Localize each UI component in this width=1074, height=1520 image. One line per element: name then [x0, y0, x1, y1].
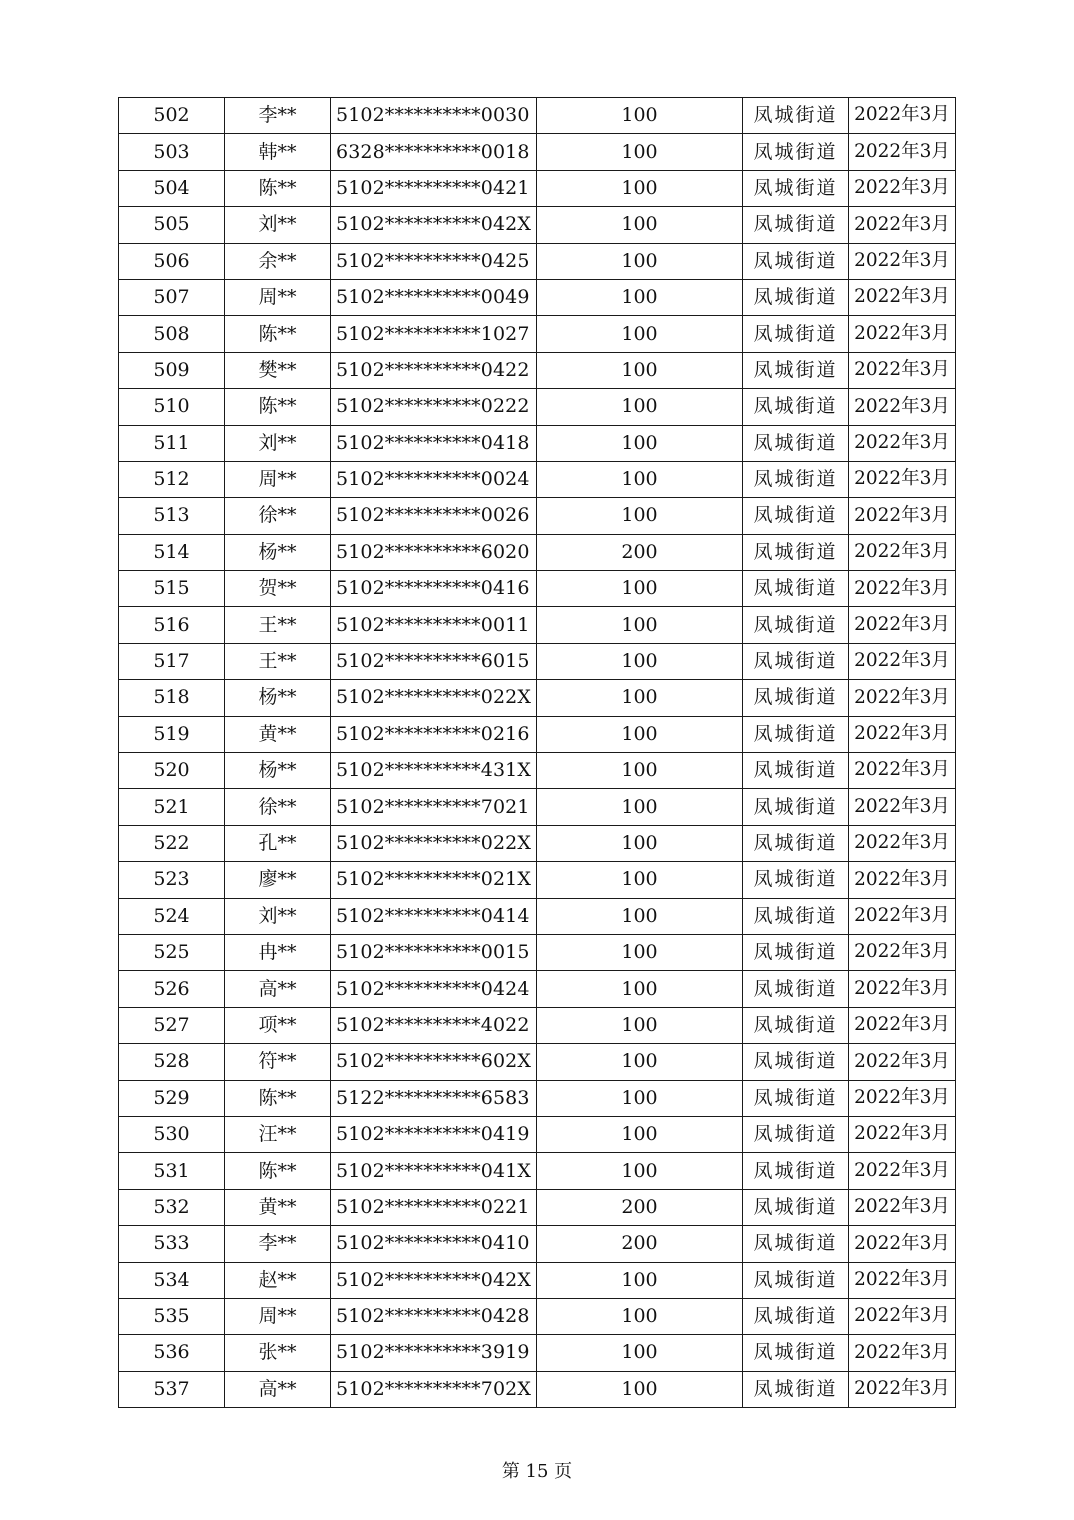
id-number-cell: 5102**********042X: [331, 207, 537, 243]
id-number-cell: 5102**********0410: [331, 1226, 537, 1262]
row-number-cell: 514: [119, 534, 225, 570]
name-cell: 陈**: [225, 316, 331, 352]
row-number-cell: 506: [119, 243, 225, 279]
street-cell: 凤城街道: [743, 1226, 849, 1262]
id-number-cell: 5102**********0425: [331, 243, 537, 279]
table-row: [119, 862, 956, 898]
amount-cell: 100: [537, 571, 743, 607]
row-number-cell: 510: [119, 389, 225, 425]
date-cell: 2022年3月: [849, 789, 956, 825]
row-number-cell: 525: [119, 934, 225, 970]
date-cell: 2022年3月: [849, 753, 956, 789]
table-row: [119, 498, 956, 534]
id-number-cell: 5102**********0024: [331, 461, 537, 497]
amount-cell: 100: [537, 389, 743, 425]
street-cell: 凤城街道: [743, 170, 849, 206]
amount-cell: 100: [537, 1335, 743, 1371]
amount-cell: 100: [537, 1080, 743, 1116]
amount-cell: 100: [537, 1153, 743, 1189]
id-number-cell: 5102**********042X: [331, 1262, 537, 1298]
street-cell: 凤城街道: [743, 971, 849, 1007]
row-number-cell: 533: [119, 1226, 225, 1262]
street-cell: 凤城街道: [743, 1189, 849, 1225]
name-cell: 余**: [225, 243, 331, 279]
table-row: [119, 1371, 956, 1407]
date-cell: 2022年3月: [849, 498, 956, 534]
street-cell: 凤城街道: [743, 1335, 849, 1371]
amount-cell: 200: [537, 534, 743, 570]
table-row: [119, 98, 956, 134]
amount-cell: 100: [537, 1044, 743, 1080]
table-row: [119, 352, 956, 388]
date-cell: 2022年3月: [849, 243, 956, 279]
amount-cell: 100: [537, 207, 743, 243]
id-number-cell: 5102**********021X: [331, 862, 537, 898]
row-number-cell: 513: [119, 498, 225, 534]
date-cell: 2022年3月: [849, 971, 956, 1007]
table-row: [119, 534, 956, 570]
roster-table: [118, 97, 956, 1408]
name-cell: 刘**: [225, 425, 331, 461]
roster-table-body: [119, 98, 956, 1408]
amount-cell: 100: [537, 279, 743, 315]
id-number-cell: 5102**********022X: [331, 680, 537, 716]
row-number-cell: 507: [119, 279, 225, 315]
row-number-cell: 535: [119, 1298, 225, 1334]
row-number-cell: 517: [119, 643, 225, 679]
amount-cell: 100: [537, 643, 743, 679]
date-cell: 2022年3月: [849, 389, 956, 425]
name-cell: 徐**: [225, 789, 331, 825]
row-number-cell: 532: [119, 1189, 225, 1225]
table-row: [119, 134, 956, 170]
street-cell: 凤城街道: [743, 352, 849, 388]
street-cell: 凤城街道: [743, 316, 849, 352]
date-cell: 2022年3月: [849, 425, 956, 461]
street-cell: 凤城街道: [743, 1371, 849, 1407]
table-row: [119, 461, 956, 497]
row-number-cell: 531: [119, 1153, 225, 1189]
row-number-cell: 521: [119, 789, 225, 825]
name-cell: 樊**: [225, 352, 331, 388]
name-cell: 韩**: [225, 134, 331, 170]
id-number-cell: 5102**********602X: [331, 1044, 537, 1080]
id-number-cell: 5102**********4022: [331, 1007, 537, 1043]
name-cell: 刘**: [225, 898, 331, 934]
row-number-cell: 505: [119, 207, 225, 243]
amount-cell: 200: [537, 1189, 743, 1225]
amount-cell: 100: [537, 352, 743, 388]
row-number-cell: 534: [119, 1262, 225, 1298]
amount-cell: 100: [537, 789, 743, 825]
street-cell: 凤城街道: [743, 862, 849, 898]
table-row: [119, 1226, 956, 1262]
amount-cell: 100: [537, 1262, 743, 1298]
row-number-cell: 516: [119, 607, 225, 643]
street-cell: 凤城街道: [743, 716, 849, 752]
name-cell: 高**: [225, 971, 331, 1007]
name-cell: 赵**: [225, 1262, 331, 1298]
row-number-cell: 523: [119, 862, 225, 898]
street-cell: 凤城街道: [743, 279, 849, 315]
id-number-cell: 5102**********0428: [331, 1298, 537, 1334]
table-row: [119, 243, 956, 279]
amount-cell: 100: [537, 425, 743, 461]
date-cell: 2022年3月: [849, 279, 956, 315]
date-cell: 2022年3月: [849, 461, 956, 497]
row-number-cell: 526: [119, 971, 225, 1007]
date-cell: 2022年3月: [849, 534, 956, 570]
table-row: [119, 716, 956, 752]
table-row: [119, 1262, 956, 1298]
amount-cell: 100: [537, 753, 743, 789]
id-number-cell: 5102**********0049: [331, 279, 537, 315]
amount-cell: 100: [537, 461, 743, 497]
id-number-cell: 5102**********0419: [331, 1116, 537, 1152]
row-number-cell: 509: [119, 352, 225, 388]
street-cell: 凤城街道: [743, 607, 849, 643]
street-cell: 凤城街道: [743, 1262, 849, 1298]
date-cell: 2022年3月: [849, 716, 956, 752]
name-cell: 冉**: [225, 934, 331, 970]
street-cell: 凤城街道: [743, 461, 849, 497]
id-number-cell: 5102**********7021: [331, 789, 537, 825]
name-cell: 李**: [225, 1226, 331, 1262]
table-row: [119, 425, 956, 461]
row-number-cell: 536: [119, 1335, 225, 1371]
date-cell: 2022年3月: [849, 1116, 956, 1152]
date-cell: 2022年3月: [849, 1226, 956, 1262]
table-row: [119, 170, 956, 206]
row-number-cell: 529: [119, 1080, 225, 1116]
date-cell: 2022年3月: [849, 1262, 956, 1298]
date-cell: 2022年3月: [849, 934, 956, 970]
table-row: [119, 607, 956, 643]
street-cell: 凤城街道: [743, 898, 849, 934]
name-cell: 高**: [225, 1371, 331, 1407]
amount-cell: 100: [537, 898, 743, 934]
name-cell: 汪**: [225, 1116, 331, 1152]
amount-cell: 100: [537, 862, 743, 898]
amount-cell: 100: [537, 316, 743, 352]
row-number-cell: 503: [119, 134, 225, 170]
table-row: [119, 1335, 956, 1371]
id-number-cell: 5102**********0026: [331, 498, 537, 534]
street-cell: 凤城街道: [743, 425, 849, 461]
amount-cell: 100: [537, 971, 743, 1007]
name-cell: 杨**: [225, 534, 331, 570]
date-cell: 2022年3月: [849, 1153, 956, 1189]
row-number-cell: 518: [119, 680, 225, 716]
amount-cell: 100: [537, 716, 743, 752]
date-cell: 2022年3月: [849, 571, 956, 607]
amount-cell: 100: [537, 498, 743, 534]
table-row: [119, 389, 956, 425]
street-cell: 凤城街道: [743, 389, 849, 425]
id-number-cell: 5102**********0216: [331, 716, 537, 752]
id-number-cell: 5102**********041X: [331, 1153, 537, 1189]
street-cell: 凤城街道: [743, 534, 849, 570]
date-cell: 2022年3月: [849, 1007, 956, 1043]
street-cell: 凤城街道: [743, 789, 849, 825]
name-cell: 杨**: [225, 680, 331, 716]
name-cell: 周**: [225, 279, 331, 315]
id-number-cell: 5102**********0418: [331, 425, 537, 461]
table-row: [119, 1153, 956, 1189]
amount-cell: 100: [537, 1298, 743, 1334]
amount-cell: 100: [537, 134, 743, 170]
street-cell: 凤城街道: [743, 1298, 849, 1334]
amount-cell: 100: [537, 243, 743, 279]
street-cell: 凤城街道: [743, 98, 849, 134]
id-number-cell: 5102**********431X: [331, 753, 537, 789]
amount-cell: 100: [537, 98, 743, 134]
street-cell: 凤城街道: [743, 498, 849, 534]
name-cell: 黄**: [225, 1189, 331, 1225]
id-number-cell: 5102**********0015: [331, 934, 537, 970]
street-cell: 凤城街道: [743, 1007, 849, 1043]
date-cell: 2022年3月: [849, 1371, 956, 1407]
date-cell: 2022年3月: [849, 316, 956, 352]
id-number-cell: 5102**********0030: [331, 98, 537, 134]
id-number-cell: 5102**********0416: [331, 571, 537, 607]
id-number-cell: 5102**********0221: [331, 1189, 537, 1225]
name-cell: 项**: [225, 1007, 331, 1043]
date-cell: 2022年3月: [849, 643, 956, 679]
page-number: 第 15 页: [501, 1461, 573, 1482]
amount-cell: 100: [537, 1007, 743, 1043]
date-cell: 2022年3月: [849, 607, 956, 643]
date-cell: 2022年3月: [849, 1335, 956, 1371]
row-number-cell: 508: [119, 316, 225, 352]
id-number-cell: 5102**********0422: [331, 352, 537, 388]
row-number-cell: 520: [119, 753, 225, 789]
date-cell: 2022年3月: [849, 1298, 956, 1334]
date-cell: 2022年3月: [849, 352, 956, 388]
name-cell: 廖**: [225, 862, 331, 898]
row-number-cell: 530: [119, 1116, 225, 1152]
name-cell: 陈**: [225, 389, 331, 425]
street-cell: 凤城街道: [743, 934, 849, 970]
table-row: [119, 789, 956, 825]
name-cell: 李**: [225, 98, 331, 134]
table-row: [119, 680, 956, 716]
row-number-cell: 524: [119, 898, 225, 934]
id-number-cell: 5102**********1027: [331, 316, 537, 352]
amount-cell: 100: [537, 680, 743, 716]
name-cell: 黄**: [225, 716, 331, 752]
table-row: [119, 825, 956, 861]
name-cell: 杨**: [225, 753, 331, 789]
row-number-cell: 522: [119, 825, 225, 861]
table-row: [119, 753, 956, 789]
name-cell: 周**: [225, 1298, 331, 1334]
amount-cell: 100: [537, 1116, 743, 1152]
name-cell: 孔**: [225, 825, 331, 861]
amount-cell: 100: [537, 934, 743, 970]
street-cell: 凤城街道: [743, 207, 849, 243]
id-number-cell: 5102**********022X: [331, 825, 537, 861]
name-cell: 张**: [225, 1335, 331, 1371]
id-number-cell: 5102**********0424: [331, 971, 537, 1007]
date-cell: 2022年3月: [849, 1044, 956, 1080]
id-number-cell: 5102**********6020: [331, 534, 537, 570]
row-number-cell: 511: [119, 425, 225, 461]
street-cell: 凤城街道: [743, 1044, 849, 1080]
name-cell: 陈**: [225, 170, 331, 206]
row-number-cell: 537: [119, 1371, 225, 1407]
id-number-cell: 5102**********6015: [331, 643, 537, 679]
date-cell: 2022年3月: [849, 898, 956, 934]
amount-cell: 100: [537, 1371, 743, 1407]
table-row: [119, 1080, 956, 1116]
street-cell: 凤城街道: [743, 753, 849, 789]
table-row: [119, 934, 956, 970]
id-number-cell: 5102**********0421: [331, 170, 537, 206]
street-cell: 凤城街道: [743, 680, 849, 716]
row-number-cell: 512: [119, 461, 225, 497]
name-cell: 周**: [225, 461, 331, 497]
street-cell: 凤城街道: [743, 643, 849, 679]
amount-cell: 100: [537, 825, 743, 861]
amount-cell: 100: [537, 607, 743, 643]
street-cell: 凤城街道: [743, 1116, 849, 1152]
table-row: [119, 643, 956, 679]
date-cell: 2022年3月: [849, 207, 956, 243]
date-cell: 2022年3月: [849, 825, 956, 861]
date-cell: 2022年3月: [849, 1080, 956, 1116]
row-number-cell: 504: [119, 170, 225, 206]
table-row: [119, 1116, 956, 1152]
row-number-cell: 519: [119, 716, 225, 752]
name-cell: 陈**: [225, 1153, 331, 1189]
table-row: [119, 1298, 956, 1334]
table-row: [119, 1044, 956, 1080]
row-number-cell: 528: [119, 1044, 225, 1080]
street-cell: 凤城街道: [743, 243, 849, 279]
table-row: [119, 571, 956, 607]
street-cell: 凤城街道: [743, 825, 849, 861]
table-row: [119, 898, 956, 934]
table-row: [119, 316, 956, 352]
amount-cell: 200: [537, 1226, 743, 1262]
date-cell: 2022年3月: [849, 170, 956, 206]
id-number-cell: 5102**********0011: [331, 607, 537, 643]
street-cell: 凤城街道: [743, 1080, 849, 1116]
name-cell: 符**: [225, 1044, 331, 1080]
name-cell: 陈**: [225, 1080, 331, 1116]
name-cell: 王**: [225, 643, 331, 679]
table-row: [119, 279, 956, 315]
date-cell: 2022年3月: [849, 862, 956, 898]
street-cell: 凤城街道: [743, 571, 849, 607]
row-number-cell: 515: [119, 571, 225, 607]
id-number-cell: 5102**********3919: [331, 1335, 537, 1371]
date-cell: 2022年3月: [849, 680, 956, 716]
row-number-cell: 502: [119, 98, 225, 134]
name-cell: 徐**: [225, 498, 331, 534]
street-cell: 凤城街道: [743, 1153, 849, 1189]
date-cell: 2022年3月: [849, 1189, 956, 1225]
id-number-cell: 5102**********0414: [331, 898, 537, 934]
amount-cell: 100: [537, 170, 743, 206]
date-cell: 2022年3月: [849, 98, 956, 134]
date-cell: 2022年3月: [849, 134, 956, 170]
id-number-cell: 5122**********6583: [331, 1080, 537, 1116]
table-row: [119, 207, 956, 243]
id-number-cell: 5102**********0222: [331, 389, 537, 425]
id-number-cell: 5102**********702X: [331, 1371, 537, 1407]
street-cell: 凤城街道: [743, 134, 849, 170]
name-cell: 刘**: [225, 207, 331, 243]
table-row: [119, 1007, 956, 1043]
name-cell: 王**: [225, 607, 331, 643]
row-number-cell: 527: [119, 1007, 225, 1043]
id-number-cell: 6328**********0018: [331, 134, 537, 170]
table-row: [119, 971, 956, 1007]
table-row: [119, 1189, 956, 1225]
name-cell: 贺**: [225, 571, 331, 607]
